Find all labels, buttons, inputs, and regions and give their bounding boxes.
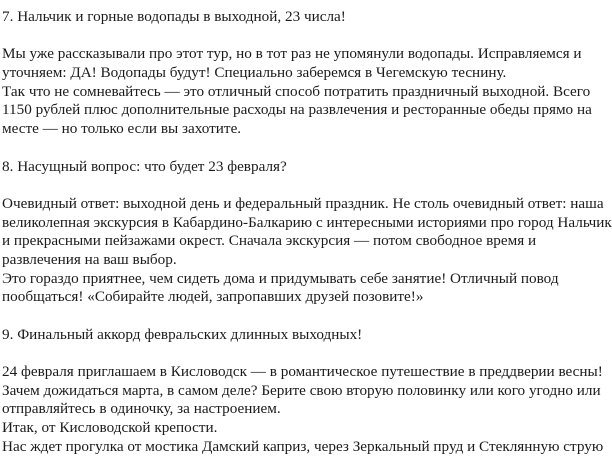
section-7-line: Так что не сомневайтесь — это отличный способ потратить праздничный выходной. Всего [2, 82, 591, 100]
section-9-line: Зачем дожидаться марта, в самом деле? Берите свою вторую половинку или кого угодно или [2, 381, 601, 399]
section-9-line: Итак, от Кисловодской крепости. [2, 419, 218, 437]
section-7-line: Мы уже рассказывали про этот тур, но в тот раз не упомянули водопады. Исправляемся и [2, 45, 582, 63]
paragraph-gap [2, 307, 600, 326]
section-9-line: отправляйтесь в одиночку, за настроением. [2, 400, 281, 418]
section-8-line: развлечения на ваш выбор. [2, 250, 177, 268]
paragraph-gap [2, 27, 600, 46]
section-8-line: Это гораздо приятнее, чем сидеть дома и придумывать себе занятие! Отличный повод [2, 269, 559, 287]
paragraph-gap [2, 139, 600, 158]
section-heading-7: 7. Нальчик и горные водопады в выходной, 23 числа! [2, 8, 346, 25]
section-heading-9: 9. Финальный аккорд февральских длинных выходных! [2, 325, 363, 343]
section-8-line: Очевидный ответ: выходной день и федеральный праздник. Не столь очевидный ответ: наша [2, 194, 604, 212]
section-8-line: и прекрасными пейзажами окрест. Сначала экскурсия — потом свободное время и [2, 232, 537, 250]
section-7-line: уточняем: ДА! Водопады будут! Специально заберемся в Чегемскую теснину. [2, 64, 507, 82]
section-8-line: великолепная экскурсия в Кабардино-Балкарию с интересными историями про город Нальчик [2, 213, 612, 231]
section-7-line: 1150 рублей плюс дополнительные расходы на развлечения и ресторанные обеды прямо на [2, 101, 592, 119]
section-heading-8: 8. Насущный вопрос: что будет 23 февраля? [2, 157, 287, 175]
section-9-line: 24 февраля приглашаем в Кисловодск — в романтическое путешествие в преддверии весны! [2, 363, 603, 381]
paragraph-gap [2, 176, 600, 195]
section-7-line: месте — но только если вы захотите. [2, 120, 242, 138]
section-8-line: пообщаться! «Собирайте людей, запропавших друзей позовите!» [2, 288, 424, 306]
paragraph-gap [2, 344, 600, 363]
section-9-line: Нас ждет прогулка от мостика Дамский каприз, через Зеркальный пруд и Стеклянную струю [2, 437, 604, 455]
